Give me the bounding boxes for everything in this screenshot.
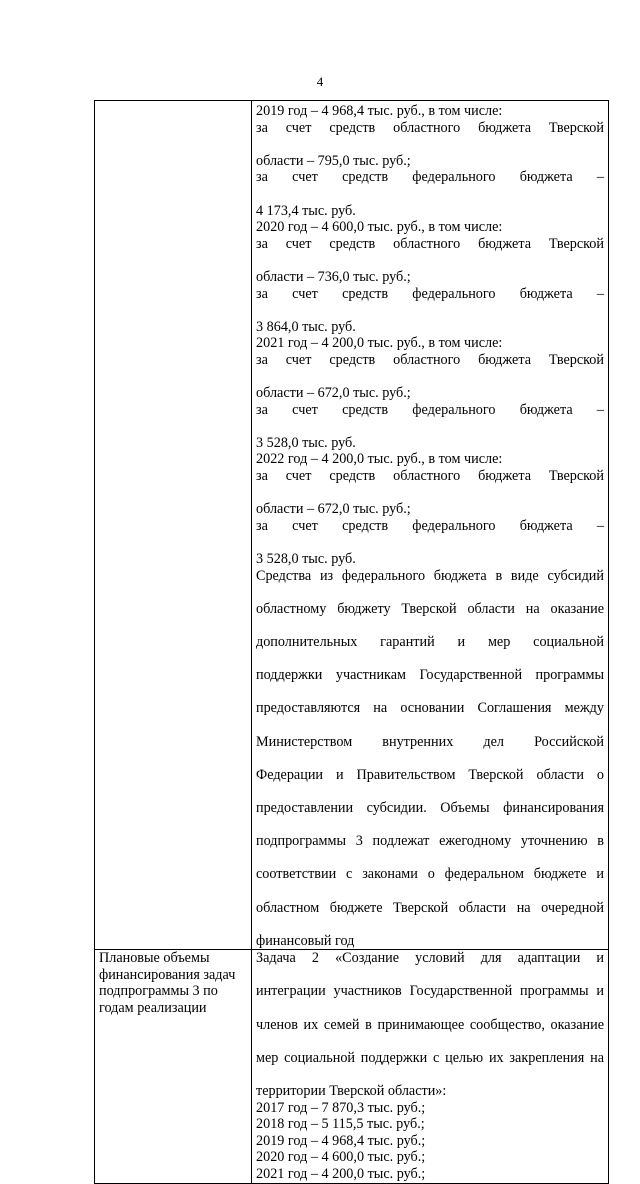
text-line: области – 672,0 тыс. руб.; <box>256 501 411 518</box>
text-line: дополнительных гарантий и мер социальной <box>256 634 604 650</box>
table-row <box>95 950 609 1183</box>
text-line: за счет средств областного бюджета Тверской <box>256 468 604 485</box>
text-line: за счет средств федерального бюджета – <box>256 517 604 534</box>
text-line: предоставляются на основании Соглашения между <box>256 700 604 717</box>
text-line: за счет средств федерального бюджета – <box>256 169 604 186</box>
text-line: 2017 год – 7 870,3 тыс. руб.; <box>256 1099 426 1116</box>
text-line: 3 528,0 тыс. руб. <box>256 434 356 451</box>
text-line: 3 528,0 тыс. руб. <box>256 551 356 568</box>
text-line: областном бюджете Тверской области на очередной <box>256 899 604 916</box>
text-line: Федерации и Правительством Тверской области о <box>256 766 604 783</box>
text-line: мер социальной поддержки с целью их закрепления на <box>256 1049 604 1066</box>
text-line: областному бюджету Тверской области на оказание <box>256 600 604 617</box>
text-line: 2022 год – 4 200,0 тыс. руб., в том числе: <box>256 451 503 468</box>
text-line: членов их семей в принимающее сообщество, оказание <box>256 1016 604 1033</box>
text-line: 2020 год – 4 600,0 тыс. руб.; <box>256 1149 426 1166</box>
text-line: поддержки участникам Государственной программы <box>256 667 604 684</box>
text-line: за счет средств областного бюджета Тверской <box>256 119 604 136</box>
text-line: 2021 год – 4 200,0 тыс. руб., в том числе: <box>256 335 503 352</box>
text-line: 2021 год – 4 200,0 тыс. руб.; <box>256 1166 426 1182</box>
text-line: интеграции участников Государственной программы и <box>256 983 604 1000</box>
text-line: территории Тверской области»: <box>256 1083 447 1100</box>
text-line: 3 864,0 тыс. руб. <box>256 318 356 335</box>
text-line: Министерством внутренних дел Российской <box>256 733 604 750</box>
text-line: финансовый год <box>256 932 355 949</box>
text-line: 4 173,4 тыс. руб. <box>256 202 356 219</box>
row-label-line: финансирования задач <box>99 966 236 983</box>
text-line: 2019 год – 4 968,4 тыс. руб.; <box>256 1132 426 1149</box>
row-label-line: годам реализации <box>99 1000 207 1017</box>
task-financing-cell <box>252 950 609 1183</box>
row-label-cell <box>95 950 252 1183</box>
text-line: за счет средств федерального бюджета – <box>256 285 604 302</box>
text-line: подпрограммы 3 подлежат ежегодному уточнению в <box>256 833 604 850</box>
row-label-cell <box>95 101 252 950</box>
text-line: соответствии с законами о федеральном бюджете и <box>256 866 604 883</box>
text-line: 2018 год – 5 115,5 тыс. руб.; <box>256 1116 425 1133</box>
text-line: области – 795,0 тыс. руб.; <box>256 152 411 169</box>
page-number: 4 <box>316 74 324 89</box>
text-line: Задача 2 «Создание условий для адаптации и <box>256 950 604 967</box>
row-label-line: Плановые объемы <box>99 950 210 967</box>
text-line: Средства из федерального бюджета в виде субсидий <box>256 567 604 584</box>
row-label-line: подпрограммы 3 по <box>99 983 218 1000</box>
financing-details-cell <box>252 101 609 950</box>
subprogram-financing-table <box>94 100 609 1184</box>
text-line: за счет средств областного бюджета Тверской <box>256 351 604 368</box>
text-line: за счет средств федерального бюджета – <box>256 401 604 418</box>
text-line: предоставлении субсидии. Объемы финансирования <box>256 799 604 816</box>
text-line: области – 736,0 тыс. руб.; <box>256 268 411 285</box>
text-line: 2020 год – 4 600,0 тыс. руб., в том числе: <box>256 219 503 236</box>
text-line: области – 672,0 тыс. руб.; <box>256 385 411 402</box>
table-row <box>95 101 609 950</box>
text-line: за счет средств областного бюджета Тверской <box>256 235 604 252</box>
text-line: 2019 год – 4 968,4 тыс. руб., в том числе: <box>256 103 503 119</box>
